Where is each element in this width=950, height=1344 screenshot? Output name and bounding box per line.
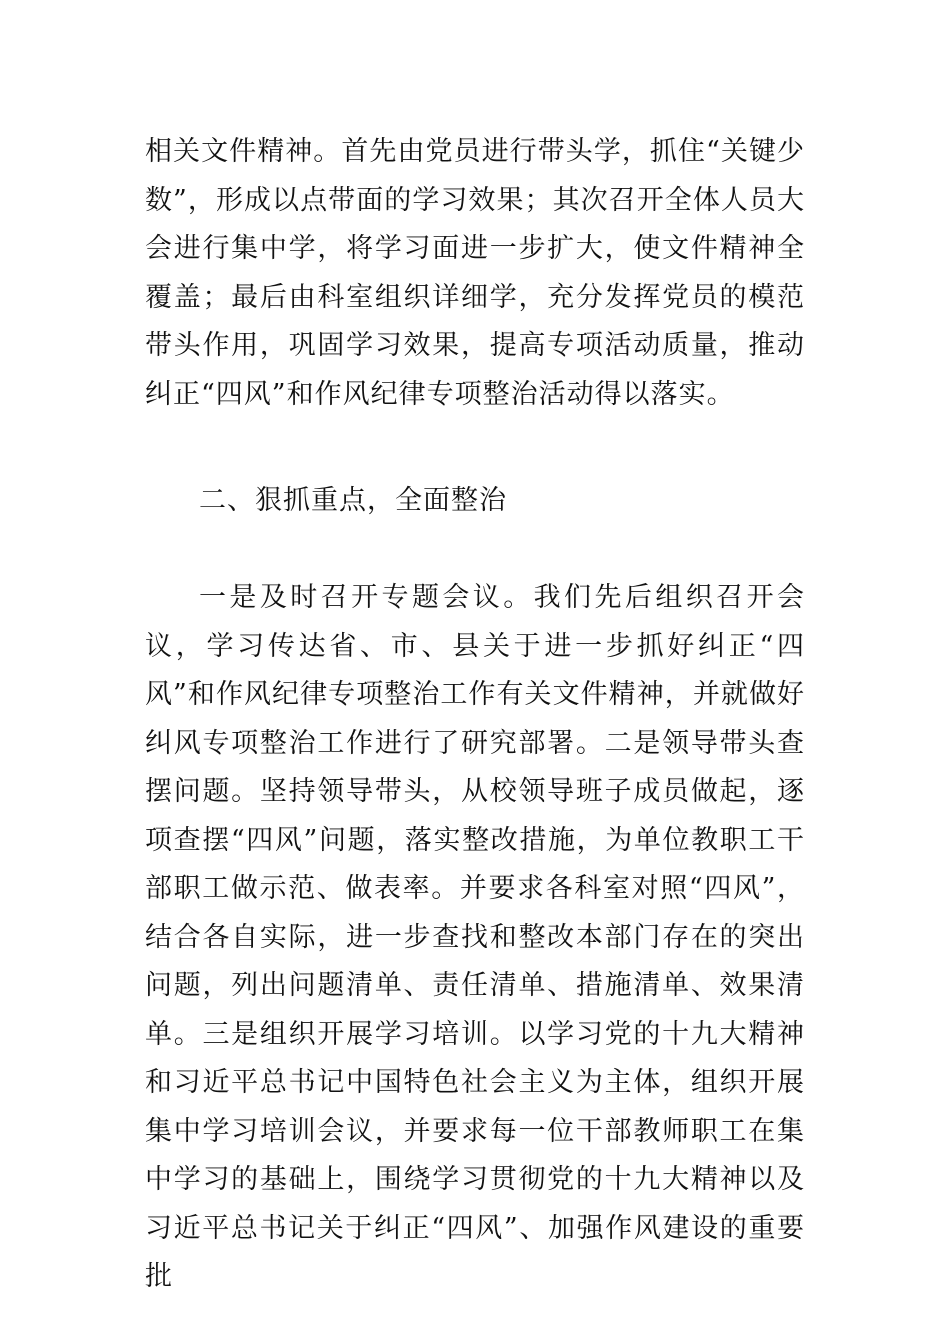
paragraph-continuation: 相关文件精神。首先由党员进行带头学，抓住“关键少数”，形成以点带面的学习效果；其次召开全体人员大会进行集中学，将学习面进一步扩大，使文件精神全覆盖；最后由科室组织详细学，充分发挥党员的模范带头作用，巩固学习效果，提高专项活动质量，推动纠正“四风”和作风纪律专项整治活动得以落实。 xyxy=(145,136,805,410)
paragraph-body: 一是及时召开专题会议。我们先后组织召开会议，学习传达省、市、县关于进一步抓好纠正“四风”和作风纪律专项整治工作有关文件精神，并就做好纠风专项整治工作进行了研究部署。二是领导带头查摆问题。坚持领导带头，从校领导班子成员做起，逐项查摆“四风”问题，落实整改措施，为单位教职工干部职工做示范、做表率。并要求各科室对照“四风”，结合各自实际，进一步查找和整改本部门存在的突出问题，列出问题清单、责任清单、措施清单、效果清单。三是组织开展学习培训。以学习党的十九大精神和习近平总书记中国特色社会主义为主体，组织开展集中学习培训会议，并要求每一位干部教师职工在集中学习的基础上，围绕学习贯彻党的十九大精神以及习近平总书记关于纠正“四风”、加强作风建设的重要批 xyxy=(145,582,805,1292)
section-heading: 二、狠抓重点，全面整治 xyxy=(199,485,507,516)
